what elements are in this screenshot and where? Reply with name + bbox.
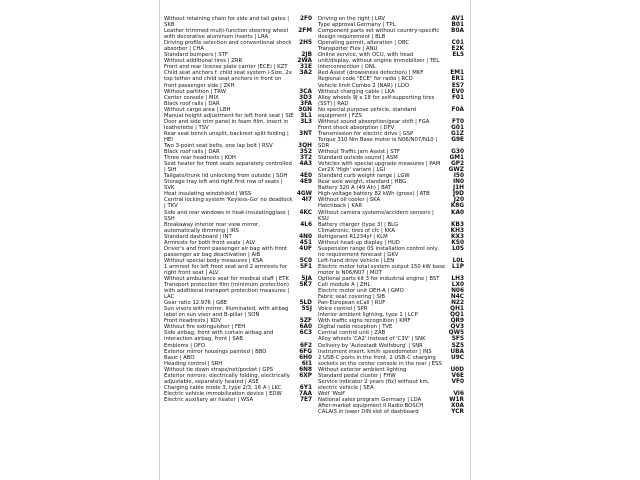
option-code: F0A bbox=[451, 106, 464, 113]
option-code: QW5 bbox=[448, 330, 464, 337]
option-description: Front and rear license plate carrier (ECE) | KZT bbox=[164, 64, 288, 71]
option-code: EM1 bbox=[450, 70, 464, 77]
option-description: Sun visors with mirror, illuminated, with airbag label on sun visor and B-pillar | SON bbox=[164, 306, 289, 319]
option-row bbox=[164, 306, 312, 318]
option-code: LH3 bbox=[451, 276, 464, 283]
option-description: Exterior mirrors: electrically folding, electrically adjustable, separately heated | ASE bbox=[164, 372, 290, 385]
option-row bbox=[164, 330, 312, 342]
option-code: 2JB bbox=[301, 52, 312, 59]
option-description: High-voltage battery 82 kWh (gross) | ATB bbox=[318, 191, 430, 198]
option-code: J9D bbox=[452, 191, 464, 198]
option-code: 3D3 bbox=[299, 94, 312, 101]
option-description: Cell module A | ZHL bbox=[318, 282, 371, 289]
option-description: Online service, with OCU, with head unit/display, without engine immobilizer | TEL bbox=[318, 52, 440, 65]
option-code: IN0 bbox=[452, 179, 464, 186]
option-description: Electric motor total system output 150 kW base motor is N06/N07 | MOT bbox=[318, 263, 446, 276]
option-description: Side airbag, front with curtain airbag and interaction airbag, front | SAB bbox=[164, 330, 274, 343]
option-description: Torque 310 Nm Base motor is N06/N07/N10 | SDR bbox=[318, 136, 438, 149]
option-code: 6A0 bbox=[299, 324, 312, 331]
option-description: Refrigerant R1234yf | KLM bbox=[318, 233, 388, 240]
option-description: Without fire extinguisher | FEH bbox=[164, 324, 246, 331]
option-description: Electric vehicle immobilization device | EDW bbox=[164, 390, 282, 397]
option-code: V6E bbox=[451, 372, 464, 379]
option-row bbox=[318, 379, 464, 391]
option-description: Without head-up display | HUD bbox=[318, 239, 400, 246]
option-description: With traffic signs recognition | KMF bbox=[318, 318, 411, 325]
option-code: K8G bbox=[450, 203, 464, 210]
option-code: F01 bbox=[451, 94, 464, 101]
option-code: 5F1 bbox=[299, 263, 312, 270]
option-description: Heading control | SRH bbox=[164, 360, 223, 367]
option-code: 4S1 bbox=[299, 239, 312, 246]
options-column-right bbox=[318, 16, 464, 415]
option-code: GP2 bbox=[450, 161, 464, 168]
option-description: Vehicles with special upgrade measures | PAM bbox=[318, 161, 441, 168]
option-description: Basic | ABO bbox=[164, 354, 195, 361]
option-code: 6C3 bbox=[299, 330, 312, 337]
option-description: Child seat anchors f. child seat system i-Size, 2x top tether and child seat anchors in front on front passenger side | ZKH bbox=[164, 70, 292, 89]
option-description: Without Traffic Jam Assist | STF bbox=[318, 149, 400, 156]
option-code: W1R bbox=[449, 396, 464, 403]
option-code: 5C0 bbox=[299, 257, 312, 264]
option-row bbox=[164, 373, 312, 385]
option-description: Pan-European eCall | RUF bbox=[318, 300, 386, 307]
option-code: 3S2 bbox=[299, 149, 312, 156]
option-code: ER1 bbox=[451, 76, 464, 83]
option-row bbox=[164, 222, 312, 234]
option-code: U9C bbox=[451, 354, 464, 361]
option-description: Without charging cable | LKA bbox=[318, 88, 395, 95]
option-code: KA0 bbox=[450, 209, 464, 216]
option-code: 5JA bbox=[301, 276, 312, 283]
option-row bbox=[164, 119, 312, 131]
option-description: Central control unit | ZAB bbox=[318, 330, 386, 337]
option-row bbox=[318, 264, 464, 276]
option-description: Armrests for both front seats | ALV bbox=[164, 239, 256, 246]
option-description: Wolf 'Wolf' bbox=[318, 390, 346, 397]
option-description: Type approval Germany | TPL bbox=[318, 22, 396, 29]
option-description: Breakaway interior rear view mirror, automatically dimming | IRS bbox=[164, 221, 260, 234]
option-code: EL5 bbox=[452, 52, 464, 59]
option-description: Storage tray left and right first row of seats | SVK bbox=[164, 179, 283, 192]
option-code: 2F0 bbox=[299, 16, 312, 22]
option-description: Instrument insert, km/h speedometer | INS bbox=[318, 348, 432, 355]
option-description: Rear seat bench unsplit, backrest split folding | HEI bbox=[164, 130, 289, 143]
option-code: N4C bbox=[450, 294, 464, 301]
option-row bbox=[164, 131, 312, 143]
option-row bbox=[318, 28, 464, 40]
option-code: 5K7 bbox=[299, 282, 312, 289]
option-code: GWZ bbox=[448, 167, 464, 174]
option-row bbox=[164, 70, 312, 88]
option-description: Emblems | OFO bbox=[164, 342, 206, 349]
option-description: Battery charger (type 3) | BLG bbox=[318, 221, 399, 228]
option-code: EV0 bbox=[451, 88, 464, 95]
option-description: Without sound absorption/gear shift | FGA bbox=[318, 118, 430, 125]
option-code: QR9 bbox=[450, 318, 464, 325]
option-description: Transport protection film (minimum protection) with additional transport protection measures | LAC bbox=[164, 282, 290, 301]
option-row bbox=[318, 95, 464, 107]
option-code: YCR bbox=[451, 409, 464, 416]
option-code: J1H bbox=[452, 185, 464, 192]
option-row bbox=[318, 246, 464, 258]
option-description: Seat heater for front seats separately controlled | SIH bbox=[164, 161, 292, 174]
option-code: 3GN bbox=[298, 106, 312, 113]
option-description: Without camera systems/accident sensors | KSU bbox=[318, 209, 434, 222]
option-row bbox=[164, 282, 312, 300]
option-description: Three rear headrests | KOH bbox=[164, 155, 236, 162]
option-code: L0S bbox=[452, 245, 464, 252]
option-description: Driving profile selection and conventional shock absorber | CHA bbox=[164, 40, 292, 53]
option-description: Two 3-point seat belts, one lap belt | RSV bbox=[164, 142, 273, 149]
option-description: Standard dashboard | INT bbox=[164, 233, 232, 240]
option-description: Charging cable mode 3, type 2/3, 16 A | LKC bbox=[164, 384, 282, 391]
option-code: 4A3 bbox=[299, 161, 312, 168]
option-code: 5ZF bbox=[299, 318, 312, 325]
option-code: N22 bbox=[451, 300, 464, 307]
option-row bbox=[164, 40, 312, 52]
option-row bbox=[164, 246, 312, 258]
option-code: UBA bbox=[450, 348, 464, 355]
option-code: G30 bbox=[451, 149, 464, 156]
option-code: 6F2 bbox=[299, 342, 312, 349]
option-code: 6H0 bbox=[299, 354, 312, 361]
option-description: Alloy wheels 9J x 18 for self-supporting tires (SST) | RAD bbox=[318, 94, 435, 107]
option-code: KS0 bbox=[451, 239, 464, 246]
option-description: Without tie down straps/net/pocket | GPS bbox=[164, 366, 274, 373]
option-description: Gear ratio 12.976 | GBE bbox=[164, 300, 228, 307]
option-code: 2H5 bbox=[299, 40, 312, 47]
option-description: Standard pedal cluster | FHW bbox=[318, 372, 396, 379]
option-code: 3QH bbox=[298, 142, 312, 149]
option-description: Leather trimmed multi-function steering wheel with decorative aluminum inserts | LRA bbox=[164, 28, 289, 41]
option-code: 6XP bbox=[299, 372, 312, 379]
option-description: Service indicator 2 years (fix) without km, electric vehicle | SEA bbox=[318, 378, 430, 391]
option-description: Standard outside sound | ASM bbox=[318, 155, 398, 162]
option-description: After-market equipment II Radio BOSCH bbox=[318, 403, 424, 409]
option-description: Door and side trim panel in foam film, insert in leatherette | TSV bbox=[164, 118, 289, 131]
option-row bbox=[164, 210, 312, 222]
option-description: Front headrests | KOV bbox=[164, 318, 222, 325]
option-description: 1 armrest for left front seat and 2 armrests for right front seat | ALV bbox=[164, 263, 287, 276]
option-code: 7AA bbox=[298, 390, 312, 397]
option-code: QV3 bbox=[450, 324, 464, 331]
option-description: Center console | MIX bbox=[164, 94, 219, 101]
option-description: Fabric seat covering | SIB bbox=[318, 294, 386, 301]
option-code: 2WA bbox=[297, 58, 312, 65]
option-description: No special purpose vehicle, standard equipment | FZS bbox=[318, 106, 416, 119]
option-code: KB3 bbox=[451, 221, 464, 228]
option-code: LX0 bbox=[451, 282, 464, 289]
option-code: 4E0 bbox=[299, 173, 312, 180]
option-code: G01 bbox=[451, 124, 464, 131]
option-code: 6FG bbox=[299, 348, 312, 355]
option-row bbox=[318, 210, 464, 222]
option-code: 31E bbox=[299, 64, 312, 71]
option-description: Without special body measures | KSA bbox=[164, 257, 263, 264]
option-code: 6N8 bbox=[299, 366, 312, 373]
option-row bbox=[318, 355, 464, 367]
option-description: Climatronic, tires of cfc | KKA bbox=[318, 227, 395, 234]
option-row bbox=[164, 264, 312, 276]
option-row bbox=[164, 16, 312, 28]
option-description: National sales program Germany | LDA bbox=[318, 396, 422, 403]
option-code: GM1 bbox=[449, 155, 464, 162]
option-description: Manual height adjustment for left front seat | SIE bbox=[164, 112, 294, 119]
option-description: Alloy wheels 'CA2' instead of 'C3V' | SNK bbox=[318, 336, 426, 343]
option-description: Hatchback | KAR bbox=[318, 203, 362, 210]
option-description: Electric motor unit OEH-A | GMO bbox=[318, 288, 404, 295]
option-code: B01 bbox=[451, 22, 464, 29]
option-description: Optional parts kit 3 for industrial engine | BST bbox=[318, 276, 440, 283]
option-code: B0A bbox=[451, 28, 464, 35]
option-code: VF0 bbox=[451, 378, 464, 385]
option-description: Operating permit, alteration | OBC bbox=[318, 40, 410, 47]
option-row bbox=[318, 409, 464, 415]
option-description: Suspension range 0S installation control only, no requirement forecast | GKV bbox=[318, 245, 440, 258]
option-description: Interior ambient lighting, type 1 | LCP bbox=[318, 312, 418, 319]
option-code: 3T2 bbox=[299, 155, 312, 162]
option-description: Exterior mirror housings painted | BBO bbox=[164, 348, 267, 355]
option-code: L1P bbox=[452, 263, 464, 270]
option-description: Left-hand drive vehicle | LEN bbox=[318, 257, 395, 264]
option-code: 4KC bbox=[299, 209, 312, 216]
option-description: Side and rear windows in heat-insulatingglass | SSH bbox=[164, 209, 290, 222]
left-column-rule bbox=[159, 0, 160, 480]
option-description: Standard bumpers | STF bbox=[164, 52, 229, 59]
option-code: E2K bbox=[451, 46, 464, 53]
option-description: Battery 320 A (49 Ah) | BAT bbox=[318, 185, 392, 192]
option-code: 2FM bbox=[298, 28, 312, 35]
option-description: Tailgate/trunk lid unlocking from outside | SDH bbox=[164, 173, 288, 180]
option-description: Heat insulating windshield | WSS bbox=[164, 191, 252, 198]
option-description: Black roof rails | DAR bbox=[164, 149, 220, 156]
option-row bbox=[164, 397, 312, 403]
option-code: C01 bbox=[451, 40, 464, 47]
option-description: Electric auxiliary air heater | WSA bbox=[164, 396, 254, 403]
option-code: 3FA bbox=[300, 100, 312, 107]
option-code: 7E7 bbox=[299, 396, 312, 403]
option-code: 6Y1 bbox=[299, 384, 312, 391]
option-row bbox=[164, 161, 312, 173]
option-code: 4L6 bbox=[300, 221, 312, 228]
option-description: 2 USB-C ports in the front, 2 USB-C charging sockets on the center console in the rear | ESS bbox=[318, 354, 442, 367]
option-description: Driver's and front passenger air bag with front passenger air bag deactivation | AIB bbox=[164, 245, 288, 258]
option-description: Delivery by 'Autostadt Wolfsburg' | SNR bbox=[318, 342, 423, 349]
option-description: Central locking system 'Keyless-Go' no deadlock | TKV bbox=[164, 197, 293, 210]
right-column-rule bbox=[470, 0, 471, 480]
option-description: Without retaining chain for side and tail gates | SKB bbox=[164, 16, 290, 29]
option-code: J20 bbox=[453, 197, 464, 204]
option-row bbox=[164, 179, 312, 191]
option-description: Regional code "ECE" for radio | RCD bbox=[318, 76, 413, 83]
option-description: Digital radio reception | TVE bbox=[318, 324, 393, 331]
option-code: KX3 bbox=[451, 233, 464, 240]
option-code: FT0 bbox=[452, 118, 464, 125]
option-description: Transmission for electric drive | GSP bbox=[318, 130, 414, 137]
option-code: 4GW bbox=[296, 191, 312, 198]
option-code: 5SJ bbox=[301, 306, 312, 313]
option-code: G1Z bbox=[451, 130, 464, 137]
option-code: 3NT bbox=[299, 130, 312, 137]
option-code: 4I7 bbox=[301, 197, 312, 204]
option-row bbox=[164, 28, 312, 40]
option-description: Component parts set without country-specific design requirement | BLB bbox=[318, 28, 440, 41]
option-code: 3L1 bbox=[300, 112, 312, 119]
option-row bbox=[318, 107, 464, 119]
option-description: Rear axle weight, standard | HBG bbox=[318, 179, 407, 186]
option-description: Without partition | TRW bbox=[164, 88, 226, 95]
option-code: G9E bbox=[451, 136, 464, 143]
option-description: CALAIS in lower DIN slot of dashboard bbox=[318, 409, 419, 416]
option-code: SZ5 bbox=[451, 342, 464, 349]
option-description: Without oil cooler | SKA bbox=[318, 197, 381, 204]
option-code: 3CA bbox=[299, 88, 312, 95]
options-column-left bbox=[164, 16, 312, 403]
option-code: 6I1 bbox=[301, 360, 312, 367]
option-code: L0L bbox=[452, 257, 464, 264]
option-description: Black roof rails | DAR bbox=[164, 100, 220, 107]
option-code: ES7 bbox=[451, 82, 464, 89]
option-code: X0A bbox=[451, 403, 464, 409]
option-description: Transporter Flex | ANU bbox=[318, 46, 378, 53]
option-description: Standard curb weight range | LGW bbox=[318, 173, 410, 180]
option-description: Red Assist (drowsiness detection) | MKF bbox=[318, 70, 424, 77]
option-description: Cer2X 'High' variant | LGI bbox=[318, 167, 386, 174]
option-description: Front shock absorption | DFV bbox=[318, 124, 395, 131]
option-code: QH1 bbox=[450, 306, 464, 313]
option-description: Without ambulance seat for medical staff | ETK bbox=[164, 276, 289, 283]
option-code: N06 bbox=[451, 288, 464, 295]
option-row bbox=[318, 52, 464, 64]
option-code: 4N0 bbox=[299, 233, 312, 240]
option-description: Voice control | SPR bbox=[318, 306, 368, 313]
option-code: 5LD bbox=[299, 300, 312, 307]
option-code: I50 bbox=[453, 173, 464, 180]
option-row bbox=[318, 137, 464, 149]
option-code: 3A2 bbox=[299, 70, 312, 77]
option-code: VI6 bbox=[453, 390, 464, 397]
option-code: QQ1 bbox=[450, 312, 464, 319]
option-code: 4UF bbox=[299, 245, 312, 252]
option-description: Interconnection | ONL bbox=[318, 64, 376, 71]
option-code: U0D bbox=[450, 366, 464, 373]
option-code: 3L3 bbox=[300, 118, 312, 125]
option-code: 4E9 bbox=[299, 179, 312, 186]
option-code: AV1 bbox=[451, 16, 464, 22]
option-code: KH3 bbox=[450, 227, 464, 234]
option-description: Without cargo area | LBH bbox=[164, 106, 231, 113]
option-code: SFS bbox=[451, 336, 464, 343]
option-description: Without additional tires | ZRR bbox=[164, 58, 243, 65]
option-description: Without exterior ambient lighting bbox=[318, 366, 407, 373]
option-description: Driving on the right | LRV bbox=[318, 16, 385, 22]
option-row bbox=[164, 197, 312, 209]
option-description: Vehicle limit Combo 2 (NAR) | LDO bbox=[318, 82, 410, 89]
